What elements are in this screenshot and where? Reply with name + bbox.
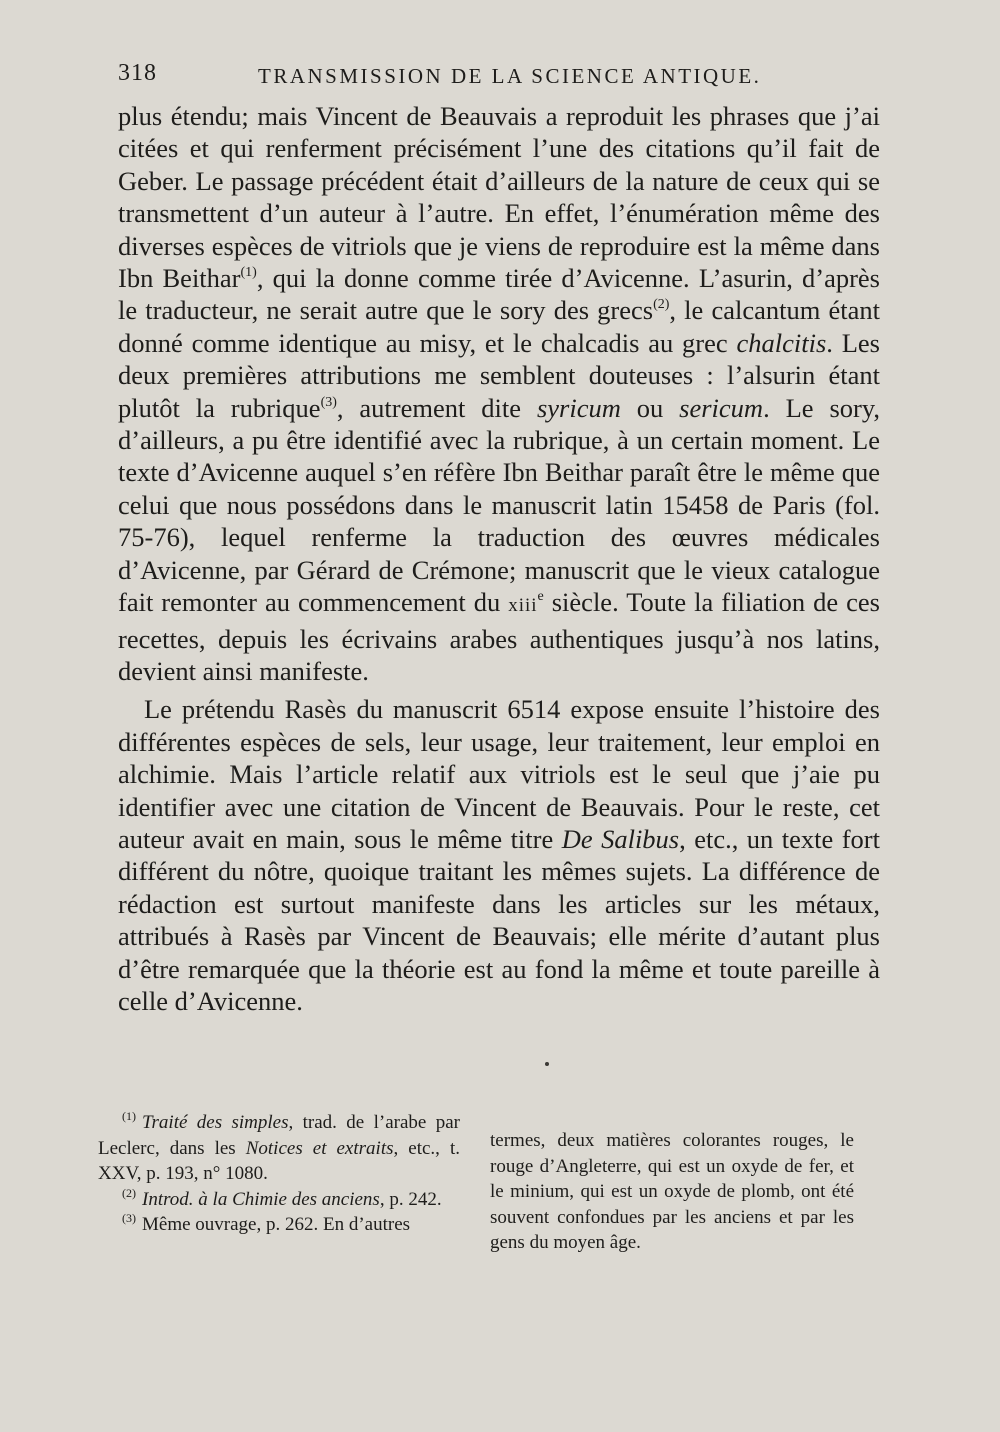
note-ref-2[interactable]: (2) xyxy=(653,297,670,313)
p1-text-e: , autrement dite xyxy=(336,392,537,423)
ink-speck xyxy=(545,1062,549,1066)
italic-de-salibus: De Salibus xyxy=(561,823,680,854)
footnote-3-continued: termes, deux matières colorantes rouges, le rouge d’Angleterre, qui est un oxyde de fer, et le minium, qui est un oxyde de plomb, ont été souvent confondues par les anciens et par les gens du moyen âge. xyxy=(490,1130,854,1253)
paragraph-2 xyxy=(118,693,880,1017)
footnote-2 xyxy=(98,1187,460,1213)
footnote-column-right xyxy=(490,1128,854,1256)
p1-text-f: ou xyxy=(620,392,680,423)
footnote-2-mark: (2) xyxy=(122,1185,136,1200)
p1-text-h: siècle. Toute la filiation de ces recettes, depuis les écrivains arabes authentiques jusqu’à nos latins, devient ainsi manifeste. xyxy=(118,587,880,686)
note-ref-1[interactable]: (1) xyxy=(240,265,257,281)
page-number: 318 xyxy=(118,60,157,86)
footnote-3-text: Même ouvrage, p. 262. En d’autres xyxy=(142,1214,411,1235)
paragraph-1 xyxy=(118,100,880,687)
footnote-1-text-a: , trad. de l’arabe par Leclerc, dans les xyxy=(98,1112,460,1159)
italic-chalcitis: chalcitis xyxy=(736,327,827,358)
p1-text-c: , le calcantum étant donné comme identique au misy, et le chalcadis au grec xyxy=(118,295,880,358)
running-head xyxy=(118,60,798,90)
p1-text-a: plus étendu; mais Vincent de Beauvais a reproduit les phrases que j’ai citées et qui renferment précisément l’une des citations qu’il fait de Geber. Le passage précédent était d’ailleurs de la nature de ceux qui se transmettent d’un auteur à l’autre. En effet, l’énumération même des diverses espèces de vitriols que je viens de reproduire est la même dans Ibn Beithar xyxy=(118,101,880,294)
footnotes xyxy=(98,1110,874,1300)
footnote-1-collection: Notices et extraits xyxy=(245,1137,394,1159)
p1-text-b: , qui la donne comme tirée d’Avicenne. L’asurin, d’après le traducteur, ne serait autre que le sory des grecs xyxy=(118,263,880,326)
century-suffix: e xyxy=(537,589,544,605)
footnote-2-text: , p. 242. xyxy=(379,1188,442,1210)
footnote-1 xyxy=(98,1110,460,1187)
footnote-column-left xyxy=(98,1110,460,1238)
italic-sericum: sericum xyxy=(679,392,764,423)
p2-text-b: , etc., un texte fort différent du nôtre, quoique traitant les mêmes sujets. La différence de rédaction est surtout manifeste dans les articles sur les métaux, attribués à Rasès par Vincent de Beauvais; elle mérite d’autant plus d’être remarquée que la théorie est au fond la même et toute pareille à celle d’Avicenne. xyxy=(118,823,880,1016)
century-numeral: xiii xyxy=(508,595,538,617)
running-title: TRANSMISSION DE LA SCIENCE ANTIQUE. xyxy=(258,64,762,88)
footnote-3-mark: (3) xyxy=(122,1211,136,1225)
italic-syricum: syricum xyxy=(536,392,621,423)
footnote-1-title: Traité des simples xyxy=(142,1112,289,1133)
p2-text-a: Le prétendu Rasès du manuscrit 6514 expose ensuite l’histoire des différentes espèces de sels, leur usage, leur traitement, leur emploi en alchimie. Mais l’article relatif aux vitriols est le seul que j’aie pu identifier avec une citation de Vincent de Beauvais. Pour le reste, cet auteur avait en main, sous le même titre xyxy=(118,694,880,854)
note-ref-3[interactable]: (3) xyxy=(320,394,337,410)
p1-text-d: . Les deux premières attributions me semblent douteuses : l’alsurin étant plutôt la rubrique xyxy=(118,327,880,423)
footnote-3 xyxy=(98,1212,460,1238)
footnote-2-title: Introd. à la Chimie des anciens xyxy=(142,1188,380,1210)
footnote-1-text-b: , etc., t. XXV, p. 193, n° 1080. xyxy=(98,1137,460,1184)
main-text xyxy=(118,100,880,1017)
footnote-1-mark: (1) xyxy=(122,1109,136,1123)
p1-text-g: . Le sory, d’ailleurs, a pu être identifié avec la rubrique, à un certain moment. Le texte d’Avicenne auquel s’en réfère Ibn Beithar paraît être le même que celui que nous possédons dans le manuscrit latin 15458 de Paris (fol. 75-76), lequel renferme la traduction des œuvres médicales d’Avicenne, par Gérard de Crémone; manuscrit que le vieux catalogue fait remonter au commencement du xyxy=(118,392,881,618)
